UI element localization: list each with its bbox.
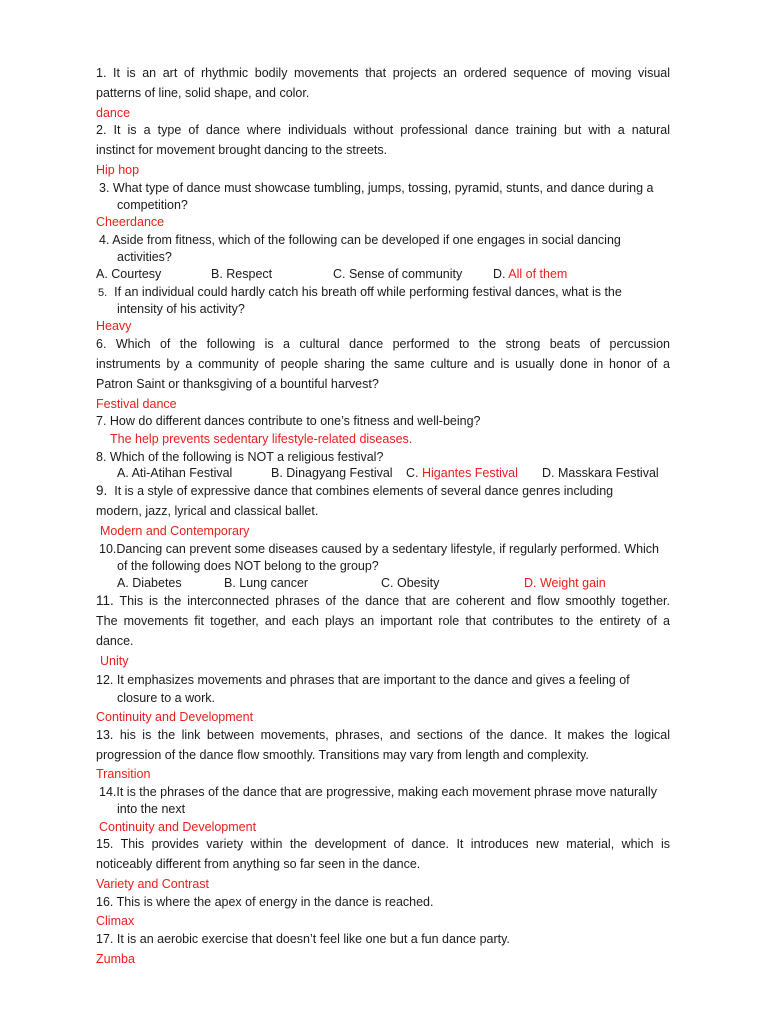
question-12-line-1: 12. It emphasizes movements and phrases that are important to the dance and gives a feeling of bbox=[96, 673, 630, 687]
option-d-prefix: D. bbox=[493, 267, 506, 281]
question-11-line-3: dance. bbox=[96, 634, 134, 648]
question-9-text: It is a style of expressive dance that combines elements of several dance genres including bbox=[114, 484, 614, 498]
question-11-line-1 bbox=[96, 593, 670, 609]
question-6-line-1: 6. Which of the following is a cultural dance performed to the strong beats of percussion bbox=[96, 337, 670, 351]
answer-7: The help prevents sedentary lifestyle-related diseases. bbox=[110, 432, 413, 446]
question-8-option-d: D. Masskara Festival bbox=[542, 466, 659, 480]
question-4-option-d bbox=[493, 266, 567, 282]
answer-4: All of them bbox=[508, 267, 568, 281]
question-15-line-2: noticeably different from anything so far seen in the dance. bbox=[96, 857, 421, 871]
question-5-line-2: intensity of his activity? bbox=[117, 302, 245, 316]
question-14-line-2: into the next bbox=[117, 802, 186, 816]
answer-14: Continuity and Development bbox=[99, 820, 257, 834]
answer-10: D. Weight gain bbox=[524, 576, 606, 590]
answer-12: Continuity and Development bbox=[96, 710, 254, 724]
question-10-option-b: B. Lung cancer bbox=[224, 576, 309, 590]
question-4-line-2: activities? bbox=[117, 250, 172, 264]
question-15-line-1: 15. This provides variety within the development of dance. It introduces new material, which is bbox=[96, 837, 670, 851]
question-2-line-1: 2. It is a type of dance where individuals without professional dance training but with a natural bbox=[96, 123, 670, 137]
answer-16: Climax bbox=[96, 914, 135, 928]
question-8-option-a: A. Ati-Atihan Festival bbox=[117, 466, 233, 480]
question-16-line-1: 16. This is where the apex of energy in the dance is reached. bbox=[96, 895, 434, 909]
question-12-line-2: closure to a work. bbox=[117, 691, 215, 705]
question-8-line-1: 8. Which of the following is NOT a religious festival? bbox=[96, 450, 384, 464]
question-8-option-c bbox=[406, 465, 518, 481]
answer-15: Variety and Contrast bbox=[96, 877, 210, 891]
question-11-line-2: The movements fit together, and each plays an important role that contributes to the entirety of a bbox=[96, 614, 670, 628]
question-2-line-2: instinct for movement brought dancing to the streets. bbox=[96, 143, 388, 157]
question-6-line-2: instruments by a community of people sharing the same culture and is usually done in honor of a bbox=[96, 357, 670, 371]
answer-1: dance bbox=[96, 106, 131, 120]
question-4-option-c: C. Sense of community bbox=[333, 267, 463, 281]
answer-6: Festival dance bbox=[96, 397, 177, 411]
question-9-number: 9. bbox=[96, 483, 108, 498]
question-5-line-1 bbox=[98, 284, 622, 301]
question-5-number: 5. bbox=[98, 287, 108, 299]
question-11-number: 11. bbox=[96, 593, 114, 608]
option-c-prefix: C. bbox=[406, 466, 419, 480]
answer-2: Hip hop bbox=[96, 163, 140, 177]
answer-9: Modern and Contemporary bbox=[100, 524, 250, 538]
question-10-line-1: 10.Dancing can prevent some diseases caused by a sedentary lifestyle, if regularly performed. Which bbox=[99, 542, 660, 556]
question-4-option-a: A. Courtesy bbox=[96, 267, 162, 281]
question-14-line-1: 14.It is the phrases of the dance that are progressive, making each movement phrase move naturally bbox=[99, 785, 657, 799]
question-10-line-2: of the following does NOT belong to the group? bbox=[117, 559, 379, 573]
answer-11: Unity bbox=[100, 654, 129, 668]
question-17-line-1: 17. It is an aerobic exercise that doesn’t feel like one but a fun dance party. bbox=[96, 932, 510, 946]
answer-17: Zumba bbox=[96, 952, 135, 966]
question-3-line-1: 3. What type of dance must showcase tumbling, jumps, tossing, pyramid, stunts, and dance during a bbox=[99, 181, 654, 195]
answer-13: Transition bbox=[96, 767, 151, 781]
question-7-line-1: 7. How do different dances contribute to one’s fitness and well-being? bbox=[96, 414, 481, 428]
question-13-line-2: progression of the dance flow smoothly. Transitions may vary from length and complexity. bbox=[96, 748, 589, 762]
question-9-line-1 bbox=[96, 483, 613, 499]
question-4-option-b: B. Respect bbox=[211, 267, 273, 281]
question-9-line-2: modern, jazz, lyrical and classical ballet. bbox=[96, 504, 319, 518]
question-11-text: This is the interconnected phrases of the dance that are coherent and flow smoothly together. bbox=[119, 594, 670, 608]
answer-5: Heavy bbox=[96, 319, 132, 333]
question-1-line-1: 1. It is an art of rhythmic bodily movements that projects an ordered sequence of moving visual bbox=[96, 66, 670, 80]
question-3-line-2: competition? bbox=[117, 198, 188, 212]
question-8-option-b: B. Dinagyang Festival bbox=[271, 466, 393, 480]
answer-8: Higantes Festival bbox=[421, 466, 518, 480]
question-6-line-3: Patron Saint or thanksgiving of a bountiful harvest? bbox=[96, 377, 379, 391]
question-4-line-1: 4. Aside from fitness, which of the following can be developed if one engages in social dancing bbox=[99, 233, 621, 247]
question-5-text: If an individual could hardly catch his breath off while performing festival dances, what is the bbox=[114, 285, 622, 299]
question-10-option-c: C. Obesity bbox=[381, 576, 440, 590]
question-13-line-1: 13. his is the link between movements, phrases, and sections of the dance. It makes the logical bbox=[96, 728, 670, 742]
question-1-line-2: patterns of line, solid shape, and color. bbox=[96, 86, 310, 100]
question-10-option-a: A. Diabetes bbox=[117, 576, 182, 590]
answer-3: Cheerdance bbox=[96, 215, 165, 229]
